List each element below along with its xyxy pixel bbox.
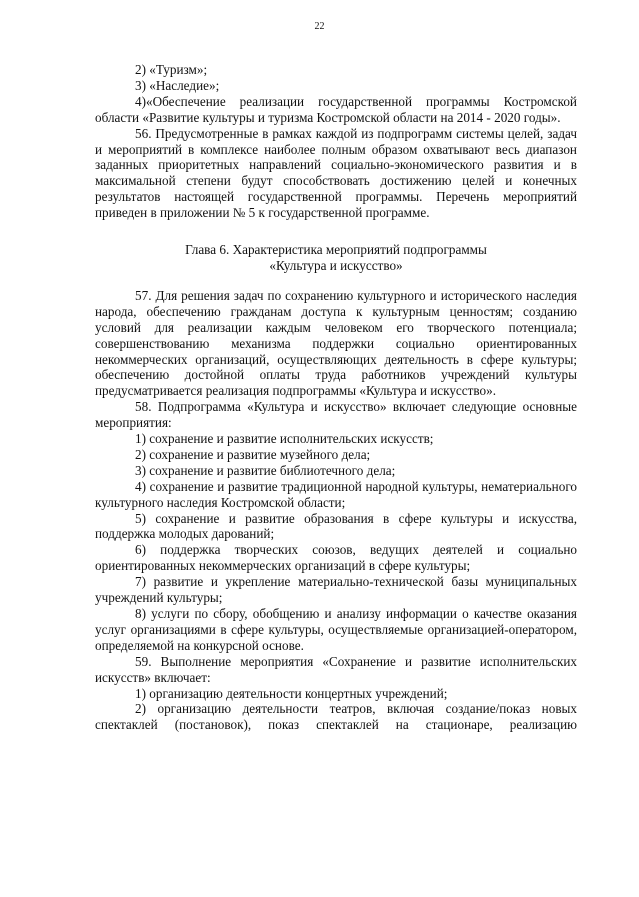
paragraph-56: 56. Предусмотренные в рамках каждой из подпрограмм системы целей, задач и мероприятий в комплексе наиболее полным образом охватывают весь диапазон заданных приоритетных направлений социально-экономического развития и в максимальной степени будут способствовать достижению целей и конечных результатов настоящей государственной программы. Перечень мероприятий приведен в приложении № 5 к государственной программе. <box>95 125 577 221</box>
activity-item-2: 2) организацию деятельности театров, включая создание/показ новых спектаклей (постановок), показ спектаклей на стационаре, реализацию <box>95 701 577 733</box>
chapter-heading-line-2: «Культура и искусство» <box>269 257 403 273</box>
measure-item-5: 5) сохранение и развитие образования в сфере культуры и искусства, поддержка молодых дарований; <box>95 510 577 542</box>
measure-item-7: 7) развитие и укрепление материально-технической базы муниципальных учреждений культуры; <box>95 574 577 606</box>
chapter-heading <box>95 242 577 274</box>
list-item-program-support: 4)«Обеспечение реализации государственной программы Костромской области «Развитие культуры и туризма Костромской области на 2014 - 2020 годы». <box>95 93 577 125</box>
list-item-heritage: 3) «Наследие»; <box>135 77 220 93</box>
measure-item-1: 1) сохранение и развитие исполнительских искусств; <box>135 431 434 447</box>
activity-item-1: 1) организацию деятельности концертных учреждений; <box>135 685 448 701</box>
paragraph-57: 57. Для решения задач по сохранению культурного и исторического наследия народа, обеспечению гражданам доступа к культурным ценностям; созданию условий для реализации каждым человеком его творческого потенциала; совершенствованию механизма поддержки социально ориентированных некоммерческих организаций, осуществляющих деятельность в сфере культуры; обеспечению достойной оплаты труда работников учреждений культуры предусматривается реализация подпрограммы «Культура и искусство». <box>95 287 577 399</box>
measure-item-3: 3) сохранение и развитие библиотечного дела; <box>135 462 396 478</box>
measure-item-8: 8) услуги по сбору, обобщению и анализу информации о качестве оказания услуг организациями в сфере культуры, осуществляемые организацией-оператором, определяемой на конкурсной основе. <box>95 606 577 653</box>
paragraph-59: 59. Выполнение мероприятия «Сохранение и развитие исполнительских искусств» включает: <box>95 653 577 685</box>
chapter-heading-line-1: Глава 6. Характеристика мероприятий подпрограммы <box>185 242 487 258</box>
paragraph-58: 58. Подпрограмма «Культура и искусство» включает следующие основные мероприятия: <box>95 399 577 431</box>
page-number: 22 <box>314 21 325 32</box>
document-body <box>95 62 577 733</box>
measure-item-6: 6) поддержка творческих союзов, ведущих деятелей и социально ориентированных некоммерческих организаций в сфере культуры; <box>95 542 577 574</box>
list-item-tourism: 2) «Туризм»; <box>135 62 208 77</box>
measure-item-2: 2) сохранение и развитие музейного дела; <box>135 446 371 462</box>
measure-item-4: 4) сохранение и развитие традиционной народной культуры, нематериального культурного наследия Костромской области; <box>95 478 577 510</box>
